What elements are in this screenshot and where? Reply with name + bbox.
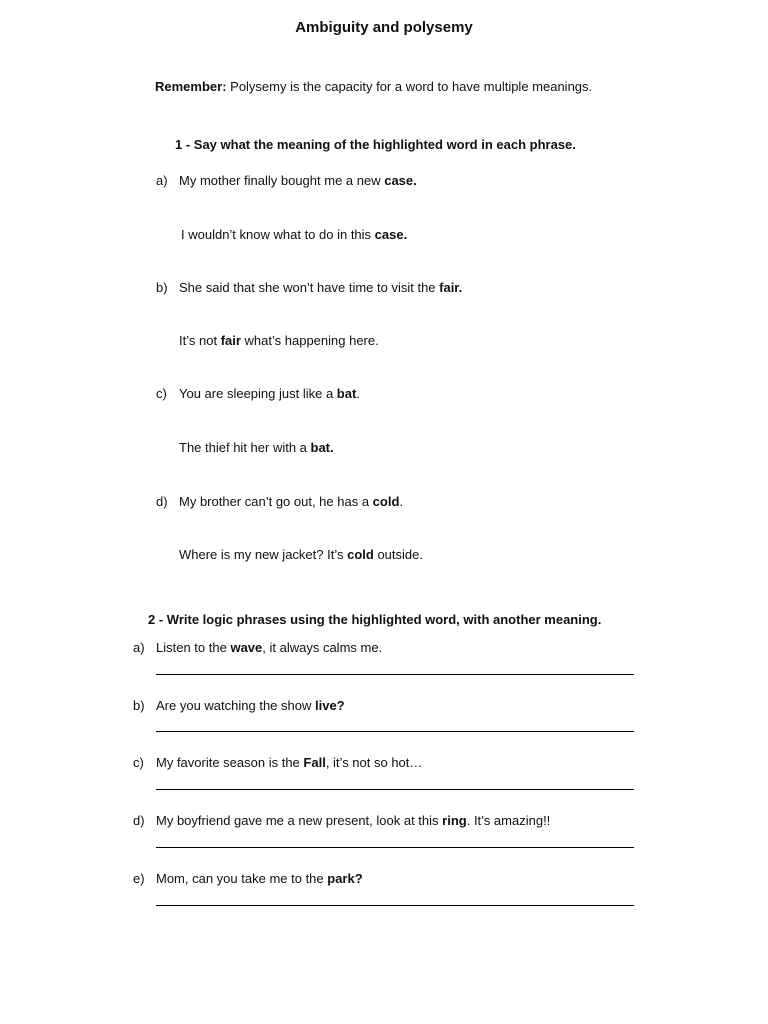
phrase-text: My favorite season is the — [156, 755, 304, 770]
phrase-line — [179, 440, 334, 455]
item-letter: a) — [156, 173, 168, 188]
answer-line[interactable] — [156, 905, 634, 906]
phrase-text: She said that she won’t have time to visit the — [179, 280, 440, 295]
phrase-text: what’s happening here. — [240, 333, 379, 348]
remember-text: Polysemy is the capacity for a word to have multiple meanings. — [226, 79, 593, 94]
phrase-text: Listen to the — [156, 640, 231, 655]
item-letter: c) — [156, 386, 167, 401]
highlighted-word: cold — [372, 494, 400, 509]
highlighted-word: ring — [442, 813, 467, 828]
phrase-text: Mom, can you take me to the — [156, 871, 328, 886]
phrase-text: Are you watching the show — [156, 698, 315, 713]
phrase-text: . It’s amazing!! — [466, 813, 551, 828]
item-letter: b) — [133, 698, 145, 713]
phrase-text: The thief hit her with a — [179, 440, 311, 455]
section1-heading: 1 - Say what the meaning of the highlighted word in each phrase. — [175, 137, 576, 152]
highlighted-word: fair. — [439, 280, 463, 295]
phrase-line — [156, 640, 382, 655]
phrase-line — [179, 333, 379, 348]
phrase-text: . — [356, 386, 360, 401]
item-letter: d) — [156, 494, 168, 509]
remember-label: Remember: — [155, 79, 227, 94]
answer-line[interactable] — [156, 674, 634, 675]
answer-line[interactable] — [156, 847, 634, 848]
highlighted-word: cold — [347, 547, 374, 562]
phrase-text: , it always calms me. — [262, 640, 383, 655]
phrase-line — [156, 698, 345, 713]
phrase-text: Where is my new jacket? It’s — [179, 547, 348, 562]
highlighted-word: bat. — [310, 440, 334, 455]
phrase-text: . — [399, 494, 404, 509]
phrase-line — [179, 280, 462, 295]
highlighted-word: bat — [336, 386, 357, 401]
phrase-text: My mother finally bought me a new — [179, 173, 385, 188]
item-letter: c) — [133, 755, 144, 770]
phrase-text: , it’s not so hot… — [325, 755, 423, 770]
highlighted-word: fair — [220, 333, 241, 348]
item-letter: b) — [156, 280, 168, 295]
phrase-text: My brother can’t go out, he has a — [179, 494, 373, 509]
highlighted-word: wave — [230, 640, 263, 655]
page-title: Ambiguity and polysemy — [295, 19, 473, 36]
highlighted-word: park? — [327, 871, 363, 886]
section2-heading: 2 - Write logic phrases using the highlighted word, with another meaning. — [148, 612, 602, 627]
phrase-text: I wouldn’t know what to do in this — [181, 227, 375, 242]
phrase-line — [156, 813, 550, 828]
phrase-line — [181, 227, 407, 242]
phrase-line — [156, 871, 363, 886]
phrase-text: You are sleeping just like a — [179, 386, 337, 401]
phrase-text: My boyfriend gave me a new present, look at this — [156, 813, 443, 828]
phrase-line — [179, 494, 403, 509]
highlighted-word: live? — [314, 698, 345, 713]
highlighted-word: case. — [384, 173, 417, 188]
phrase-line — [179, 386, 360, 401]
phrase-line — [156, 755, 422, 770]
phrase-line — [179, 547, 423, 562]
item-letter: a) — [133, 640, 145, 655]
phrase-text: outside. — [373, 547, 423, 562]
highlighted-word: case. — [374, 227, 408, 242]
item-letter: d) — [133, 813, 145, 828]
phrase-line — [179, 173, 417, 188]
item-letter: e) — [133, 871, 145, 886]
remember-note — [155, 79, 592, 94]
answer-line[interactable] — [156, 789, 634, 790]
phrase-text: It’s not — [179, 333, 221, 348]
answer-line[interactable] — [156, 731, 634, 732]
highlighted-word: Fall — [303, 755, 326, 770]
